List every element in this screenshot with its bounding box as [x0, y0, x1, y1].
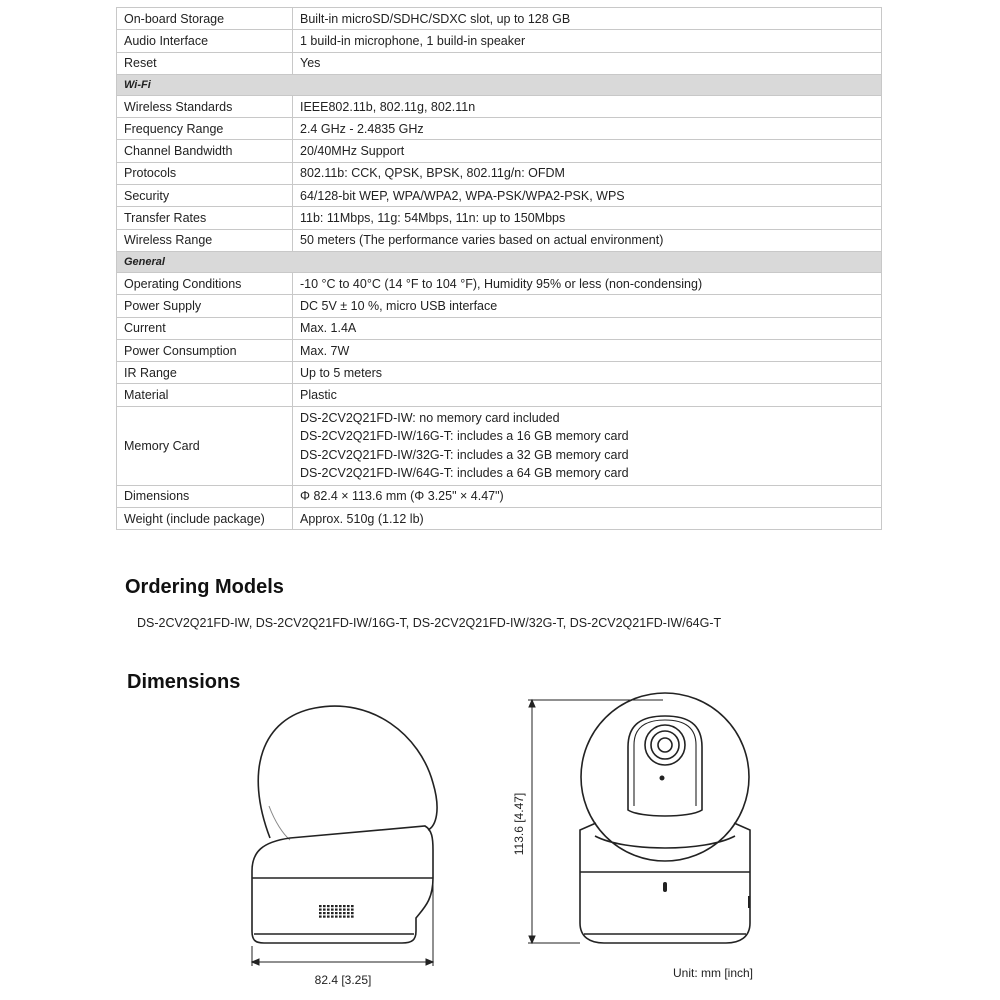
lens-middle-ring	[651, 731, 679, 759]
spec-value-line: DS-2CV2Q21FD-IW/32G-T: includes a 32 GB memory card	[300, 447, 629, 462]
spec-label: On-board Storage	[117, 8, 293, 30]
dimensions-title: Dimensions	[127, 671, 241, 693]
speaker-hole	[323, 916, 326, 918]
spec-label: Power Consumption	[117, 339, 293, 361]
spec-label: Protocols	[117, 162, 293, 184]
spec-value: Max. 7W	[293, 339, 882, 361]
section-header-label: Wi-Fi	[117, 74, 882, 95]
spec-label: Material	[117, 384, 293, 406]
spec-value: Φ 82.4 × 113.6 mm (Φ 3.25" × 4.47")	[293, 485, 882, 507]
front-dome-outline	[581, 693, 749, 861]
speaker-hole	[335, 912, 338, 914]
spec-label: Dimensions	[117, 485, 293, 507]
spec-value: Yes	[293, 52, 882, 74]
speaker-hole	[351, 909, 354, 911]
spec-value: 11b: 11Mbps, 11g: 54Mbps, 11n: up to 150Mbps	[293, 207, 882, 229]
speaker-hole	[347, 909, 350, 911]
speaker-hole	[327, 909, 330, 911]
speaker-hole	[343, 912, 346, 914]
spec-value-line: DS-2CV2Q21FD-IW: no memory card included	[300, 410, 560, 425]
speaker-hole	[327, 916, 330, 918]
speaker-hole	[331, 905, 334, 907]
spec-value: 50 meters (The performance varies based on actual environment)	[293, 229, 882, 251]
spec-value: 1 build-in microphone, 1 build-in speaker	[293, 30, 882, 52]
speaker-hole	[335, 916, 338, 918]
speaker-hole	[319, 909, 322, 911]
spec-value: Built-in microSD/SDHC/SDXC slot, up to 128 GB	[293, 8, 882, 30]
speaker-hole	[339, 912, 342, 914]
spec-value: 64/128-bit WEP, WPA/WPA2, WPA-PSK/WPA2-PSK, WPS	[293, 185, 882, 207]
spec-value: Approx. 510g (1.12 lb)	[293, 508, 882, 530]
speaker-hole	[351, 912, 354, 914]
spec-label: Transfer Rates	[117, 207, 293, 229]
spec-value: 2.4 GHz - 2.4835 GHz	[293, 118, 882, 140]
spec-label: Reset	[117, 52, 293, 74]
speaker-hole	[343, 905, 346, 907]
speaker-hole	[347, 912, 350, 914]
spec-value-line: DS-2CV2Q21FD-IW/64G-T: includes a 64 GB memory card	[300, 466, 629, 481]
speaker-hole	[347, 905, 350, 907]
ordering-models-list: DS-2CV2Q21FD-IW, DS-2CV2Q21FD-IW/16G-T, DS-2CV2Q21FD-IW/32G-T, DS-2CV2Q21FD-IW/64G-T	[137, 616, 722, 630]
spec-label: Power Supply	[117, 295, 293, 317]
speaker-hole	[343, 916, 346, 918]
speaker-hole	[319, 916, 322, 918]
spec-label: Current	[117, 317, 293, 339]
side-base-outline	[252, 826, 433, 943]
front-housing-inner	[634, 720, 696, 806]
ir-sensor-dot	[660, 776, 665, 781]
spec-value: -10 °C to 40°C (14 °F to 104 °F), Humidity 95% or less (non-condensing)	[293, 272, 882, 294]
spec-label: Wireless Range	[117, 229, 293, 251]
speaker-hole	[335, 905, 338, 907]
speaker-hole	[331, 909, 334, 911]
speaker-hole	[351, 905, 354, 907]
speaker-hole	[323, 912, 326, 914]
side-dome-outline	[258, 706, 437, 838]
width-dimension-label: 82.4 [3.25]	[314, 973, 372, 987]
section-header-label: General	[117, 251, 882, 272]
camera-front-view	[580, 693, 750, 943]
spec-label: Weight (include package)	[117, 508, 293, 530]
spec-label: Operating Conditions	[117, 272, 293, 294]
speaker-hole	[327, 912, 330, 914]
speaker-hole	[335, 909, 338, 911]
spec-value: 20/40MHz Support	[293, 140, 882, 162]
speaker-hole	[343, 909, 346, 911]
speaker-hole	[319, 912, 322, 914]
lens-inner	[658, 738, 672, 752]
camera-side-view	[252, 706, 437, 943]
speaker-hole	[327, 905, 330, 907]
unit-label: Unit: mm [inch]	[672, 966, 754, 980]
spec-value: DC 5V ± 10 %, micro USB interface	[293, 295, 882, 317]
spec-label: Wireless Standards	[117, 95, 293, 117]
speaker-hole	[323, 905, 326, 907]
spec-label: Memory Card	[117, 406, 293, 485]
spec-label: Frequency Range	[117, 118, 293, 140]
spec-value: 802.11b: CCK, QPSK, BPSK, 802.11g/n: OFDM	[293, 162, 882, 184]
spec-value: IEEE802.11b, 802.11g, 802.11n	[293, 95, 882, 117]
spec-label: IR Range	[117, 362, 293, 384]
spec-label: Channel Bandwidth	[117, 140, 293, 162]
speaker-hole	[347, 916, 350, 918]
speaker-hole	[331, 912, 334, 914]
spec-label: Security	[117, 185, 293, 207]
speaker-hole	[319, 905, 322, 907]
spec-value: Plastic	[293, 384, 882, 406]
side-dome-hidden-line	[269, 806, 290, 840]
speaker-grille	[319, 905, 354, 918]
status-indicator	[663, 882, 667, 892]
speaker-hole	[339, 905, 342, 907]
ordering-models-title: Ordering Models	[125, 576, 284, 598]
speaker-hole	[331, 916, 334, 918]
spec-value-line: DS-2CV2Q21FD-IW/16G-T: includes a 16 GB memory card	[300, 429, 629, 444]
spec-value: Up to 5 meters	[293, 362, 882, 384]
speaker-hole	[351, 916, 354, 918]
speaker-hole	[339, 916, 342, 918]
spec-value: Max. 1.4A	[293, 317, 882, 339]
height-dimension	[528, 700, 663, 943]
spec-label: Audio Interface	[117, 30, 293, 52]
speaker-hole	[323, 909, 326, 911]
width-dimension	[252, 884, 433, 966]
speaker-hole	[339, 909, 342, 911]
height-dimension-label: 113.6 [4.47]	[512, 792, 526, 856]
